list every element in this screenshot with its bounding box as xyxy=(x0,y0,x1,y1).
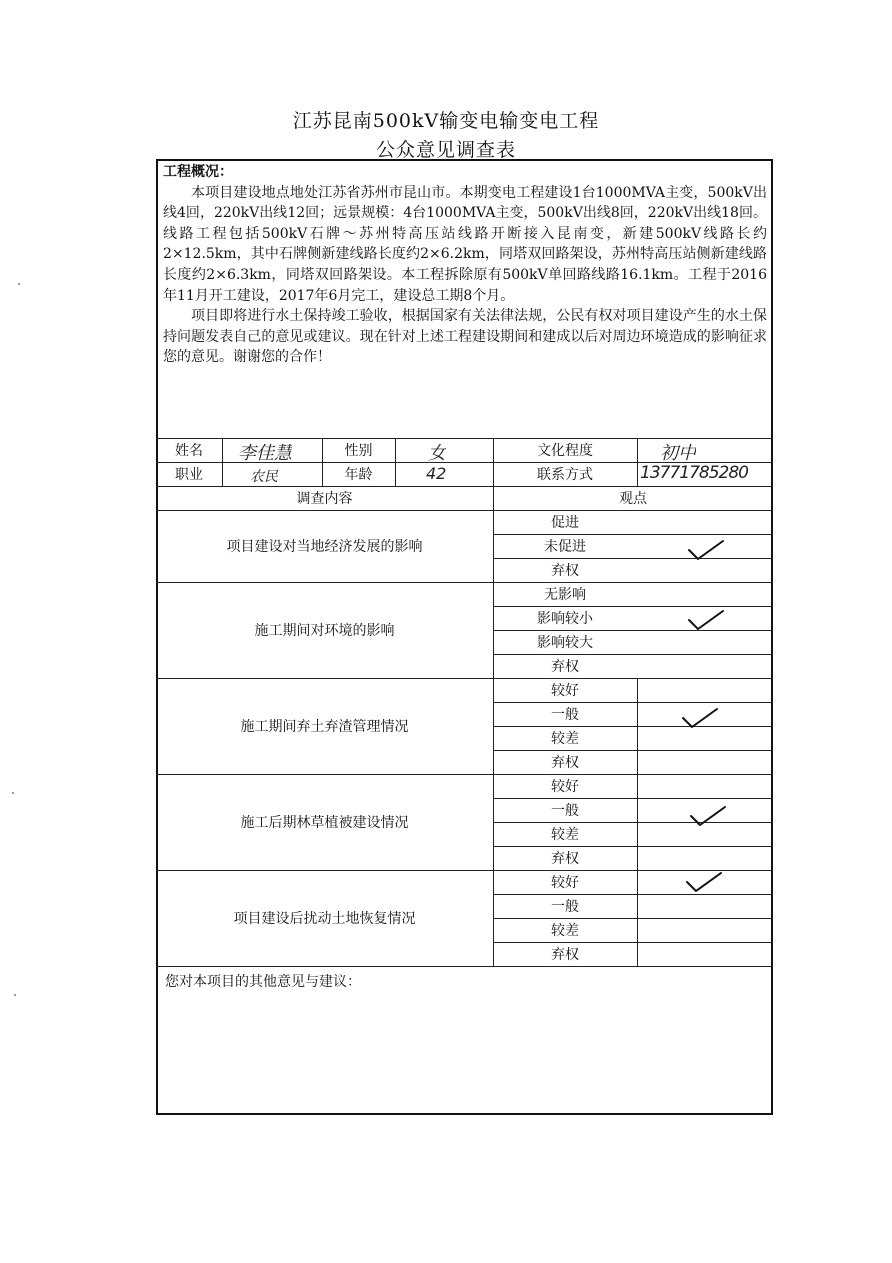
survey-option[interactable]: 弃权 xyxy=(551,563,579,579)
gender-value: 女 xyxy=(428,443,446,464)
education-label: 文化程度 xyxy=(537,443,593,459)
checkmark-icon xyxy=(684,870,724,896)
survey-option[interactable]: 促进 xyxy=(551,515,579,531)
survey-option[interactable]: 一般 xyxy=(551,707,579,723)
name-value: 李佳慧 xyxy=(238,443,292,464)
grid-line xyxy=(395,438,396,486)
grid-line xyxy=(637,678,638,966)
survey-option[interactable]: 未促进 xyxy=(544,539,586,555)
survey-option[interactable]: 弃权 xyxy=(551,755,579,771)
checkmark-icon xyxy=(688,804,728,830)
checkmark-icon xyxy=(686,538,726,564)
grid-line xyxy=(637,438,638,486)
age-label: 年龄 xyxy=(344,467,373,483)
survey-option[interactable]: 较好 xyxy=(551,779,579,795)
overview-heading: 工程概况： xyxy=(163,164,233,180)
column-header-content: 调查内容 xyxy=(296,491,353,507)
checkmark-icon xyxy=(686,608,726,634)
education-value: 初中 xyxy=(660,443,696,464)
survey-option[interactable]: 较好 xyxy=(551,875,579,891)
survey-option[interactable]: 弃权 xyxy=(551,851,579,867)
survey-option[interactable]: 较差 xyxy=(551,827,579,843)
grid-line xyxy=(222,438,223,486)
overview-paragraph-2: 项目即将进行水土保持竣工验收，根据国家有关法律法规，公民有权对项目建设产生的水土保持问题发表自己的意见或建议。现在针对上述工程建设期间和建成以后对周边环境造成的影响征求您的意见。谢谢您的合作！ xyxy=(163,308,767,366)
scan-speck xyxy=(12,792,14,794)
contact-value: 13771785280 xyxy=(640,463,748,483)
survey-option[interactable]: 较好 xyxy=(551,683,579,699)
checkmark-icon xyxy=(680,706,720,732)
survey-question: 施工期间对环境的影响 xyxy=(254,623,395,639)
survey-option[interactable]: 较差 xyxy=(551,923,579,939)
occupation-value: 农民 xyxy=(250,469,278,485)
age-value: 42 xyxy=(426,464,447,483)
grid-line xyxy=(156,966,773,967)
survey-option[interactable]: 弃权 xyxy=(551,659,579,675)
survey-option[interactable]: 影响较大 xyxy=(537,635,593,651)
survey-question: 施工后期林草植被建设情况 xyxy=(240,815,409,831)
survey-question: 项目建设对当地经济发展的影响 xyxy=(226,539,423,555)
survey-option[interactable]: 一般 xyxy=(551,899,579,915)
overview-paragraph-1: 本项目建设地点地处江苏省苏州市昆山市。本期变电工程建设1台1000MVA主变，500kV出线4回，220kV出线12回；远景规模：4台1000MVA主变，500kV出线8回，220kV出线18回。线路工程包括500kV石牌～苏州特高压站线路开断接入昆南变，新建500kV线路长约2×12.5km，其中石牌侧新建线路长度约2×6.2km，同塔双回路架设，苏州特高压站侧新建线路长度约2×6.3km，同塔双回路架设。本工程拆除原有500kV单回路线路16.1km。工程于2016年11月开工建设，2017年6月完工，建设总工期8个月。 xyxy=(163,184,767,304)
column-header-opinion: 观点 xyxy=(619,491,647,507)
survey-option[interactable]: 弃权 xyxy=(551,947,579,963)
survey-question: 施工期间弃土弃渣管理情况 xyxy=(240,719,409,735)
scan-speck xyxy=(14,994,16,996)
gender-label: 性别 xyxy=(344,443,373,459)
name-label: 姓名 xyxy=(175,443,203,459)
other-opinion-label: 您对本项目的其他意见与建议： xyxy=(165,974,361,990)
scan-speck xyxy=(18,283,20,285)
survey-option[interactable]: 无影响 xyxy=(544,587,586,603)
document-title: 江苏昆南500kV输变电输变电工程 xyxy=(292,110,600,132)
project-overview xyxy=(163,162,767,368)
contact-label: 联系方式 xyxy=(537,467,593,483)
survey-option[interactable]: 较差 xyxy=(551,731,579,747)
survey-option[interactable]: 影响较小 xyxy=(537,611,593,627)
survey-question: 项目建设后扰动土地恢复情况 xyxy=(233,911,416,927)
survey-option[interactable]: 一般 xyxy=(551,803,579,819)
document-subtitle: 公众意见调查表 xyxy=(375,139,516,161)
occupation-label: 职业 xyxy=(175,467,203,483)
